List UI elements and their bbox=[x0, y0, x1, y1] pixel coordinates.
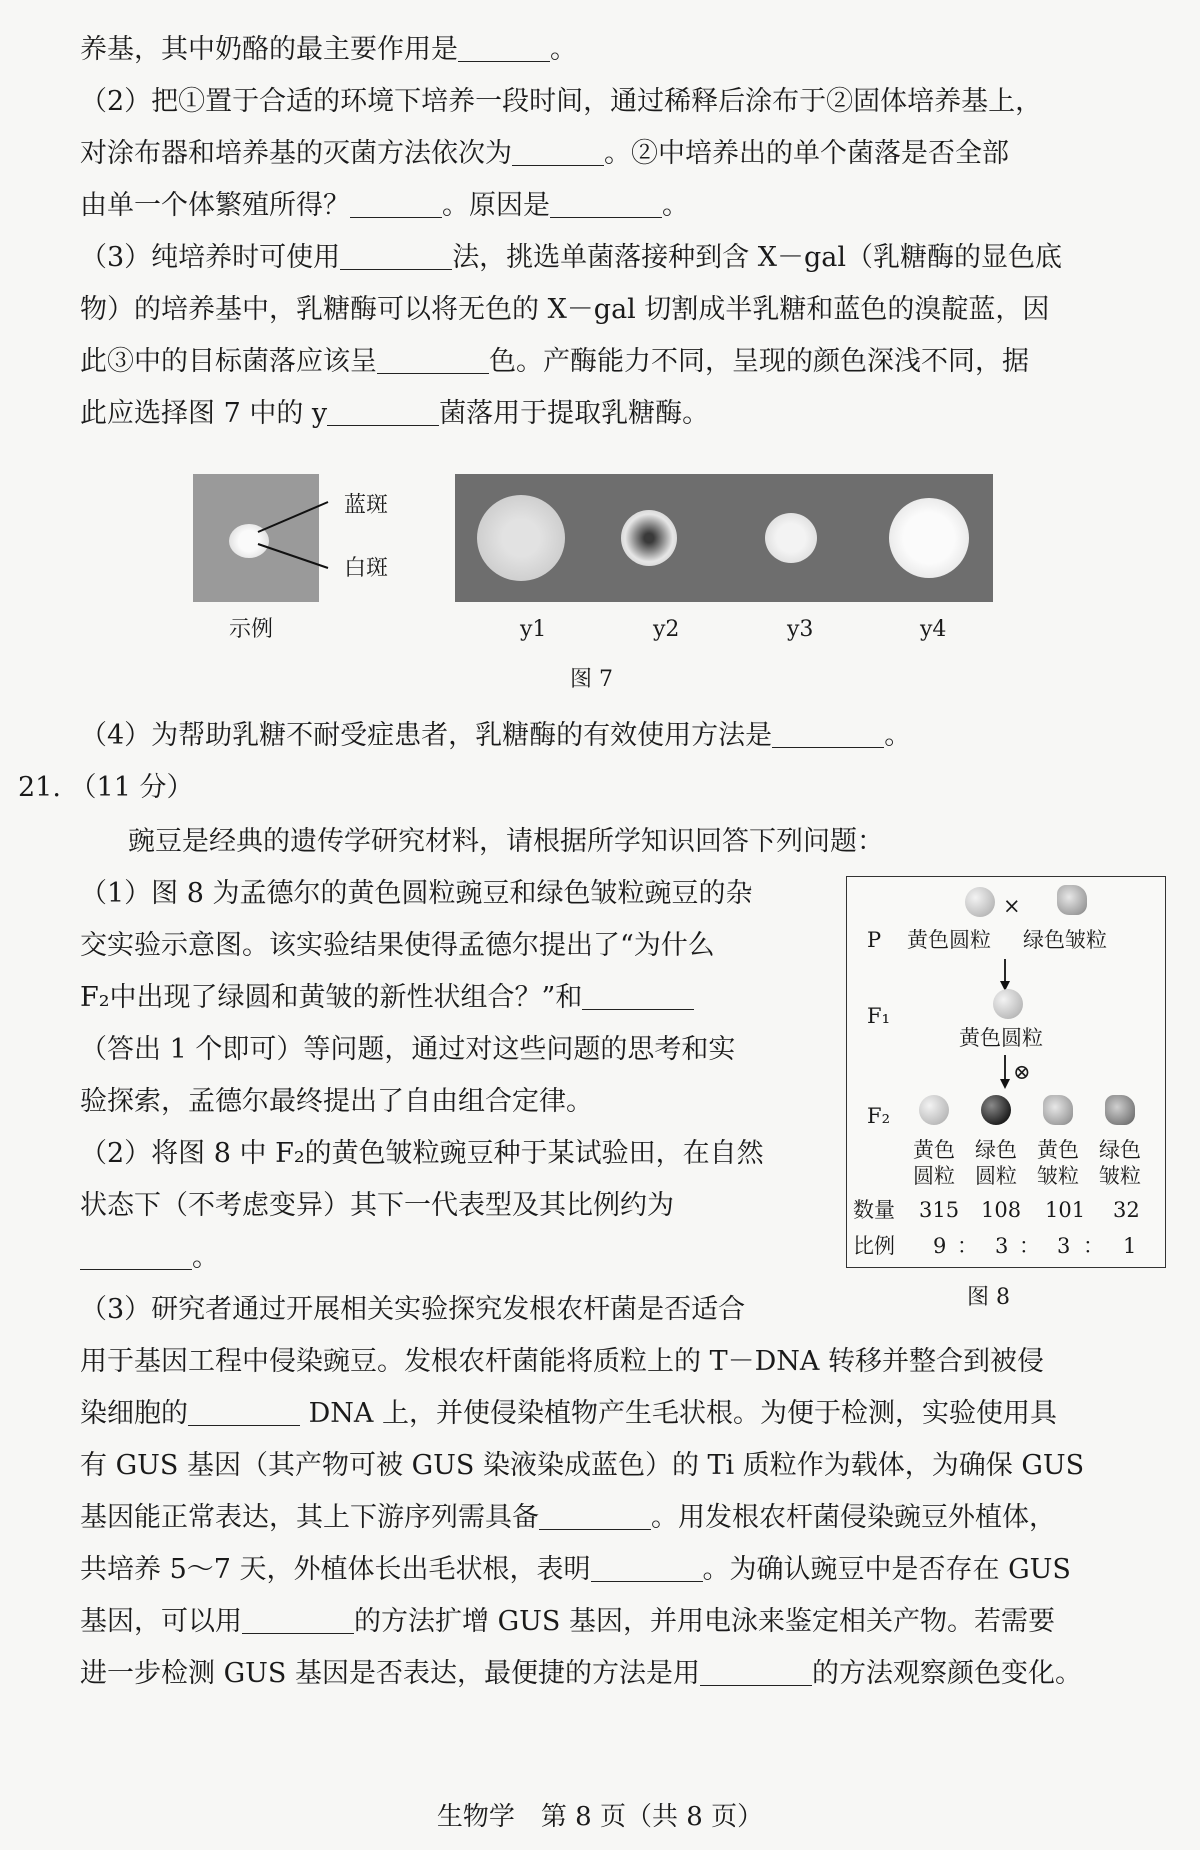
q20-part2-line2: 对涂布器和培养基的灭菌方法依次为 。②中培养出的单个菌落是否全部 bbox=[80, 134, 1170, 174]
answer-blank[interactable] bbox=[550, 187, 662, 218]
label-y3: y3 bbox=[787, 617, 814, 642]
figure7-colony-plate bbox=[455, 474, 993, 602]
answer-blank[interactable] bbox=[512, 135, 604, 166]
q20-part2-line1: （2）把①置于合适的环境下培养一段时间，通过稀释后涂布于②固体培养基上， bbox=[80, 86, 1043, 117]
q21-part2-line2: 状态下（不考虑变异）其下一代表型及其比例约为 bbox=[80, 1190, 674, 1221]
q21-part3-line8: 进一步检测 GUS 基因是否表达，最便捷的方法是用 的方法观察颜色变化。 bbox=[80, 1654, 1170, 1694]
label-p: P bbox=[867, 928, 882, 952]
label-white-spot: 白斑 bbox=[344, 556, 389, 581]
q20-part3-line1: （3）纯培养时可使用 法，挑选单菌落接种到含 X－gal（乳糖酶的显色底 bbox=[80, 238, 1170, 278]
pea-f2-yellow-round bbox=[919, 1095, 949, 1125]
pea-f2-green-round bbox=[981, 1095, 1011, 1125]
ratio-yellow-round: 9 bbox=[933, 1234, 947, 1258]
pea-f1-yellow-round bbox=[993, 989, 1023, 1019]
ratio-colon: ： bbox=[1019, 1234, 1040, 1258]
answer-blank[interactable] bbox=[582, 979, 694, 1010]
q21-part3-line7: 基因，可以用 的方法扩增 GUS 基因，并用电泳来鉴定相关产物。若需要 bbox=[80, 1602, 1170, 1642]
q21-part3-line4: 有 GUS 基因（其产物可被 GUS 染液染成蓝色）的 Ti 质粒作为载体，为确保 GUS bbox=[80, 1450, 1085, 1481]
answer-blank[interactable] bbox=[188, 1395, 300, 1426]
label-ratio: 比例 bbox=[853, 1234, 895, 1258]
pea-green-wrinkled-parent bbox=[1057, 885, 1087, 915]
arrow-down-icon bbox=[997, 1053, 1013, 1091]
q21-part1-line1: （1）图 8 为孟德尔的黄色圆粒豌豆和绿色皱粒豌豆的杂 bbox=[80, 878, 753, 909]
q20-part3-line2: 物）的培养基中，乳糖酶可以将无色的 X－gal 切割成半乳糖和蓝色的溴靛蓝，因 bbox=[80, 294, 1050, 325]
q20-part3-line4: 此应选择图 7 中的 y 菌落用于提取乳糖酶。 bbox=[80, 394, 1170, 434]
q21-part2-line3: 。 bbox=[80, 1238, 1170, 1278]
f2-pheno-2-bottom: 圆粒 bbox=[975, 1164, 1017, 1188]
label-y2: y2 bbox=[653, 617, 680, 642]
q20-part3-line3: 此③中的目标菌落应该呈 色。产酶能力不同，呈现的颜色深浅不同，据 bbox=[80, 342, 1170, 382]
count-yellow-round: 315 bbox=[919, 1198, 960, 1222]
ratio-yellow-wrinkled: 3 bbox=[1057, 1234, 1071, 1258]
arrow-down-icon bbox=[997, 957, 1013, 993]
answer-blank[interactable] bbox=[458, 31, 550, 62]
f2-pheno-3-bottom: 皱粒 bbox=[1037, 1164, 1079, 1188]
answer-blank[interactable] bbox=[242, 1603, 354, 1634]
q21-part3-line1: （3）研究者通过开展相关实验探究发根农杆菌是否适合 bbox=[80, 1294, 746, 1325]
answer-blank[interactable] bbox=[591, 1551, 703, 1582]
answer-blank[interactable] bbox=[350, 187, 442, 218]
f2-pheno-3-top: 黄色 bbox=[1037, 1138, 1079, 1162]
figure8-box bbox=[846, 876, 1166, 1268]
q21-header: 21. （11 分） bbox=[18, 772, 194, 803]
f2-pheno-4-top: 绿色 bbox=[1099, 1138, 1141, 1162]
answer-blank[interactable] bbox=[377, 343, 489, 374]
f2-pheno-1-top: 黄色 bbox=[913, 1138, 955, 1162]
colony-y2 bbox=[621, 510, 677, 566]
colony-y4 bbox=[889, 498, 969, 578]
label-f1-phenotype: 黄色圆粒 bbox=[959, 1026, 1043, 1050]
q20-part2-line3: 由单一个体繁殖所得？ 。原因是 。 bbox=[80, 186, 1170, 226]
pea-f2-yellow-wrinkled bbox=[1043, 1095, 1073, 1125]
q20-part4: （4）为帮助乳糖不耐受症患者，乳糖酶的有效使用方法是 。 bbox=[80, 716, 1170, 756]
q21-intro: 豌豆是经典的遗传学研究材料，请根据所学知识回答下列问题： bbox=[128, 826, 884, 857]
label-f1: F₁ bbox=[867, 1004, 890, 1028]
label-y4: y4 bbox=[920, 617, 947, 642]
colony-y3 bbox=[765, 513, 817, 563]
ratio-green-round: 3 bbox=[995, 1234, 1009, 1258]
q20-line0: 养基，其中奶酪的最主要作用是 。 bbox=[80, 30, 1170, 70]
q21-part3-line5: 基因能正常表达，其上下游序列需具备 。用发根农杆菌侵染豌豆外植体， bbox=[80, 1498, 1170, 1538]
q21-part3-line2: 用于基因工程中侵染豌豆。发根农杆菌能将质粒上的 T－DNA 转移并整合到被侵 bbox=[80, 1346, 1044, 1377]
answer-blank[interactable] bbox=[340, 239, 452, 270]
cross-symbol: × bbox=[1003, 894, 1021, 918]
count-yellow-wrinkled: 101 bbox=[1045, 1198, 1086, 1222]
q21-part3-line6: 共培养 5～7 天，外植体长出毛状根，表明 。为确认豌豆中是否存在 GUS bbox=[80, 1550, 1170, 1590]
label-f2: F₂ bbox=[867, 1104, 890, 1128]
label-count: 数量 bbox=[853, 1198, 895, 1222]
page-footer: 生物学 第 8 页（共 8 页） bbox=[436, 1802, 764, 1832]
selfing-symbol: ⊗ bbox=[1013, 1060, 1031, 1084]
f2-pheno-1-bottom: 圆粒 bbox=[913, 1164, 955, 1188]
q21-part1-line4: （答出 1 个即可）等问题，通过对这些问题的思考和实 bbox=[80, 1034, 736, 1065]
pea-yellow-round-parent bbox=[965, 887, 995, 917]
figure8-caption: 图 8 bbox=[967, 1285, 1010, 1310]
q21-part3-line3: 染细胞的 DNA 上，并使侵染植物产生毛状根。为便于检测，实验使用具 bbox=[80, 1394, 1170, 1434]
q21-part1-line3: F₂中出现了绿圆和黄皱的新性状组合？”和 bbox=[80, 978, 1170, 1018]
f2-pheno-2-top: 绿色 bbox=[975, 1138, 1017, 1162]
answer-blank[interactable] bbox=[772, 717, 884, 748]
label-parent-yellow-round: 黄色圆粒 bbox=[907, 928, 991, 952]
ratio-colon: ： bbox=[957, 1234, 978, 1258]
count-green-round: 108 bbox=[981, 1198, 1022, 1222]
label-y1: y1 bbox=[520, 617, 547, 642]
ratio-colon: ： bbox=[1083, 1234, 1104, 1258]
q21-part1-line2: 交实验示意图。该实验结果使得孟德尔提出了“为什么 bbox=[80, 930, 715, 961]
q21-part2-line1: （2）将图 8 中 F₂的黄色皱粒豌豆种于某试验田，在自然 bbox=[80, 1138, 764, 1169]
pea-f2-green-wrinkled bbox=[1105, 1095, 1135, 1125]
ratio-green-wrinkled: 1 bbox=[1123, 1234, 1137, 1258]
colony-y1 bbox=[477, 495, 565, 581]
count-green-wrinkled: 32 bbox=[1113, 1198, 1140, 1222]
f2-pheno-4-bottom: 皱粒 bbox=[1099, 1164, 1141, 1188]
label-parent-green-wrinkled: 绿色皱粒 bbox=[1023, 928, 1107, 952]
q21-part1-line5: 验探索，孟德尔最终提出了自由组合定律。 bbox=[80, 1086, 593, 1117]
answer-blank[interactable] bbox=[327, 395, 439, 426]
label-example: 示例 bbox=[229, 617, 274, 642]
answer-blank[interactable] bbox=[539, 1499, 651, 1530]
figure7-caption: 图 7 bbox=[570, 667, 613, 692]
answer-blank[interactable] bbox=[700, 1655, 812, 1686]
figure7-pointer-lines bbox=[240, 490, 340, 580]
answer-blank[interactable] bbox=[80, 1239, 192, 1270]
label-blue-spot: 蓝斑 bbox=[344, 493, 389, 518]
